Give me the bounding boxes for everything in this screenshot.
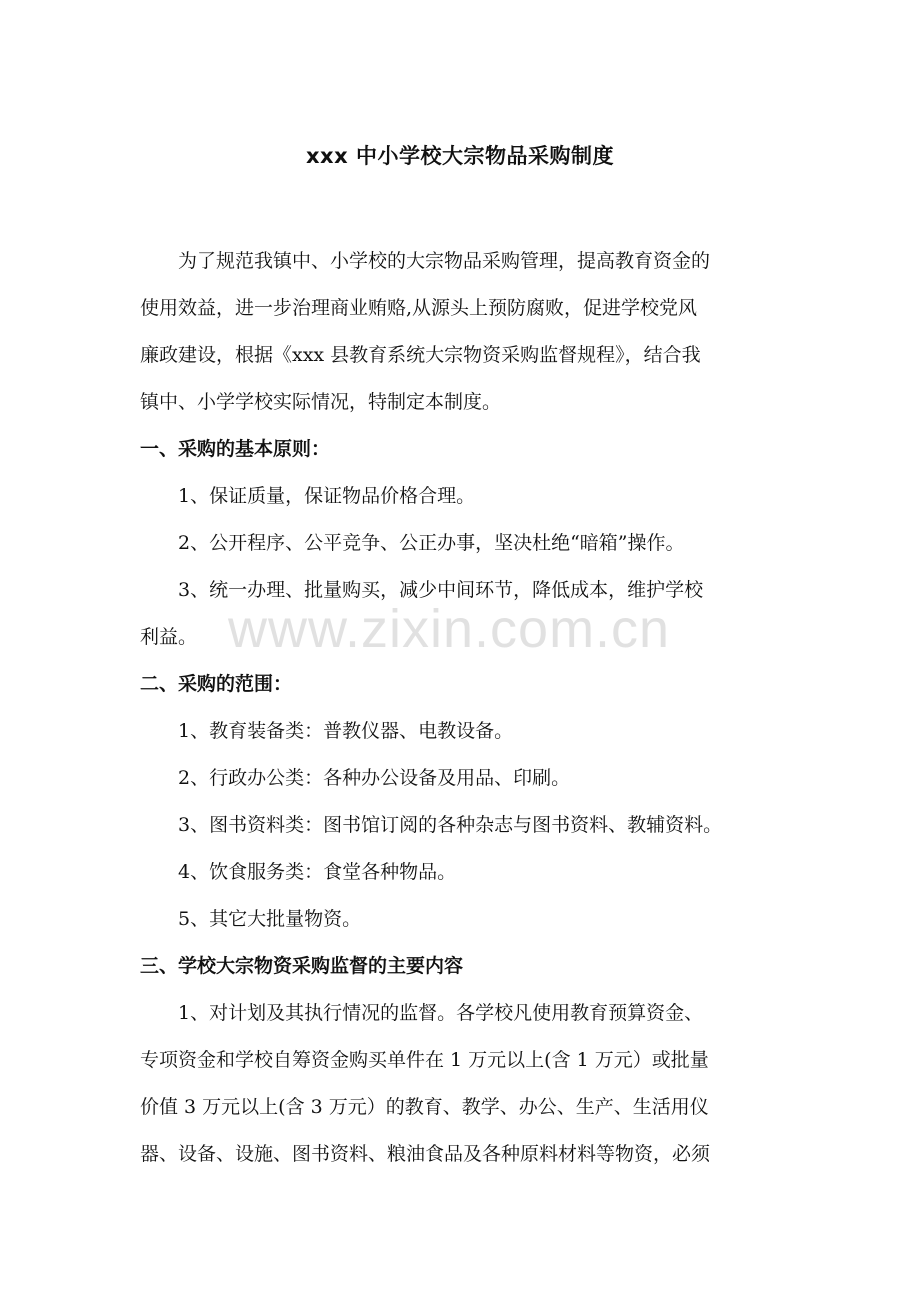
intro-line: 镇中、小学学校实际情况，特制定本制度。 [140,391,502,413]
list-item: 2、行政办公类：各种办公设备及用品、印刷。 [178,767,571,789]
list-item: 5、其它大批量物资。 [178,908,362,930]
intro-line: 使用效益，进一步治理商业贿赂,从源头上预防腐败，促进学校党风 [140,297,698,319]
document-title: xxx 中小学校大宗物品采购制度 [306,144,614,168]
intro-line: 为了规范我镇中、小学校的大宗物品采购管理，提高教育资金的 [178,250,711,272]
list-item: 1、教育装备类：普教仪器、电教设备。 [178,720,514,742]
list-item: 2、公开程序、公平竞争、公正办事，坚决杜绝“暗箱”操作。 [178,532,685,554]
list-item-line: 专项资金和学校自筹资金购买单件在 1 万元以上(含 1 万元）或批量 [140,1049,709,1071]
list-item: 1、保证质量，保证物品价格合理。 [178,485,476,507]
section-heading: 二、采购的范围： [140,673,293,695]
list-item: 3、图书资料类：图书馆订阅的各种杂志与图书资料、教辅资料。 [178,814,723,836]
list-item-line: 1、对计划及其执行情况的监督。各学校凡使用教育预算资金、 [178,1002,704,1024]
list-item: 4、饮食服务类：食堂各种物品。 [178,861,457,883]
list-item-line: 利益。 [140,626,198,648]
section-heading: 三、学校大宗物资采购监督的主要内容 [140,955,464,977]
intro-line: 廉政建设，根据《xxx 县教育系统大宗物资采购监督规程》，结合我 [140,344,701,366]
section-heading: 一、采购的基本原则： [140,438,331,460]
list-item-line: 器、设备、设施、图书资料、粮油食品及各种原料材料等物资，必须 [140,1143,711,1165]
watermark: www.zixin.com.cn [228,599,671,659]
list-item-line: 价值 3 万元以上(含 3 万元）的教育、教学、办公、生产、生活用仪 [140,1096,709,1118]
document-body [140,238,790,1178]
list-item-line: 3、统一办理、批量购买，减少中间环节，降低成本，维护学校 [178,579,704,601]
